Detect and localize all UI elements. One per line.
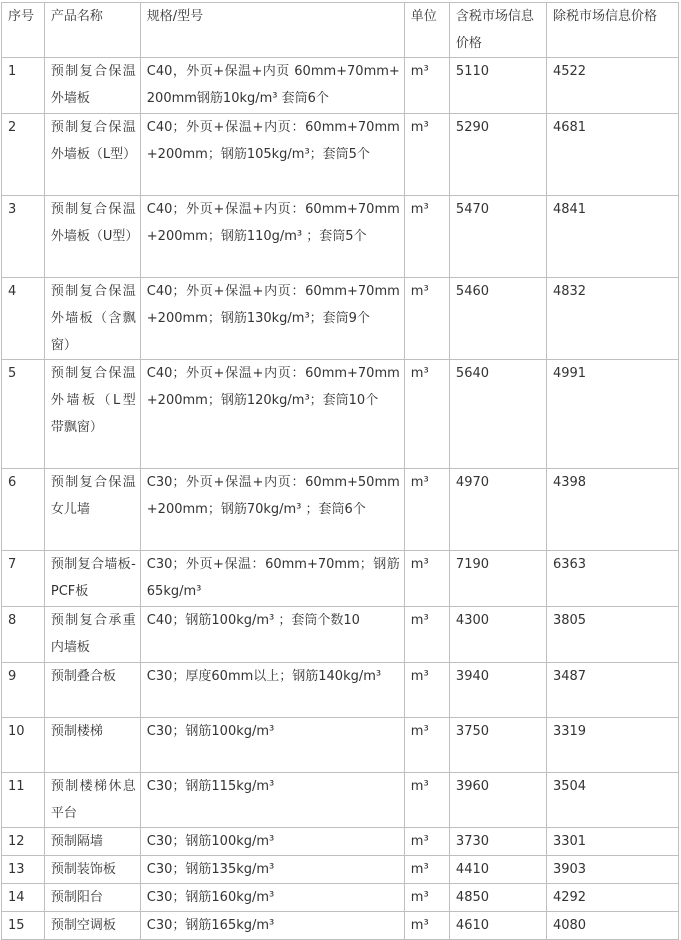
cell-specification: C40；外页+保温+内页：60mm+70mm+200mm；钢筋110g/m³ ；套筒5个 — [140, 196, 404, 278]
cell-specification: C40；外页+保温+内页：60mm+70mm+200mm；钢筋120kg/m³；套筒10个 — [140, 360, 404, 469]
price-table — [1, 2, 679, 940]
table-header-row — [2, 3, 679, 58]
cell-unit: m³ — [404, 360, 449, 469]
cell-product-name: 预制复合保温女儿墙 — [44, 469, 140, 551]
cell-unit: m³ — [404, 278, 449, 360]
cell-unit: m³ — [404, 884, 449, 912]
header-tax-inclusive-price: 含税市场信息价格 — [449, 3, 546, 58]
cell-tax-inclusive-price: 5110 — [449, 58, 546, 114]
table-row — [2, 607, 679, 663]
cell-serial-number: 4 — [2, 278, 45, 360]
cell-tax-inclusive-price: 5470 — [449, 196, 546, 278]
table-row — [2, 773, 679, 828]
cell-tax-inclusive-price: 4300 — [449, 607, 546, 663]
cell-tax-exclusive-price: 4522 — [546, 58, 678, 114]
cell-tax-exclusive-price: 4991 — [546, 360, 678, 469]
cell-tax-inclusive-price: 5460 — [449, 278, 546, 360]
cell-specification: C40，外页+保温+内页 60mm+70mm+200mm钢筋10kg/m³ 套筒6个 — [140, 58, 404, 114]
cell-unit: m³ — [404, 551, 449, 607]
cell-specification: C30；钢筋160kg/m³ — [140, 884, 404, 912]
cell-specification: C30；钢筋135kg/m³ — [140, 856, 404, 884]
cell-tax-inclusive-price: 4410 — [449, 856, 546, 884]
cell-product-name: 预制复合保温外墙板（U型） — [44, 196, 140, 278]
cell-product-name: 预制复合承重内墙板 — [44, 607, 140, 663]
cell-specification: C30；钢筋100kg/m³ — [140, 718, 404, 773]
table-row — [2, 196, 679, 278]
cell-serial-number: 9 — [2, 663, 45, 718]
cell-product-name: 预制楼梯 — [44, 718, 140, 773]
cell-unit: m³ — [404, 663, 449, 718]
cell-tax-inclusive-price: 3750 — [449, 718, 546, 773]
cell-unit: m³ — [404, 196, 449, 278]
table-row — [2, 551, 679, 607]
cell-product-name: 预制装饰板 — [44, 856, 140, 884]
cell-product-name: 预制空调板 — [44, 912, 140, 940]
cell-tax-exclusive-price: 3504 — [546, 773, 678, 828]
header-product-name: 产品名称 — [44, 3, 140, 58]
table-row — [2, 360, 679, 469]
cell-specification: C30；外页+保温：60mm+70mm；钢筋65kg/m³ — [140, 551, 404, 607]
table-row — [2, 469, 679, 551]
cell-serial-number: 11 — [2, 773, 45, 828]
cell-product-name: 预制叠合板 — [44, 663, 140, 718]
cell-unit: m³ — [404, 773, 449, 828]
cell-specification: C40；外页+保温+内页：60mm+70mm+200mm；钢筋105kg/m³；套筒5个 — [140, 114, 404, 196]
cell-unit: m³ — [404, 114, 449, 196]
table-row — [2, 856, 679, 884]
table-row — [2, 58, 679, 114]
cell-tax-inclusive-price: 5290 — [449, 114, 546, 196]
cell-specification: C40；外页+保温+内页：60mm+70mm+200mm；钢筋130kg/m³；套筒9个 — [140, 278, 404, 360]
cell-product-name: 预制阳台 — [44, 884, 140, 912]
cell-tax-inclusive-price: 3730 — [449, 828, 546, 856]
cell-product-name: 预制复合保温外墙板 — [44, 58, 140, 114]
cell-tax-exclusive-price: 3319 — [546, 718, 678, 773]
table-row — [2, 884, 679, 912]
cell-unit: m³ — [404, 469, 449, 551]
cell-specification: C40；钢筋100kg/m³ ；套筒个数10 — [140, 607, 404, 663]
cell-specification: C30；钢筋165kg/m³ — [140, 912, 404, 940]
cell-product-name: 预制复合保温外墙板（含飘窗） — [44, 278, 140, 360]
cell-tax-inclusive-price: 4850 — [449, 884, 546, 912]
cell-serial-number: 12 — [2, 828, 45, 856]
cell-unit: m³ — [404, 912, 449, 940]
table-row — [2, 663, 679, 718]
cell-tax-inclusive-price: 5640 — [449, 360, 546, 469]
cell-tax-inclusive-price: 3940 — [449, 663, 546, 718]
cell-specification: C30；厚度60mm以上；钢筋140kg/m³ — [140, 663, 404, 718]
cell-tax-exclusive-price: 4080 — [546, 912, 678, 940]
table-row — [2, 912, 679, 940]
table-body — [2, 58, 679, 940]
cell-serial-number: 5 — [2, 360, 45, 469]
cell-tax-exclusive-price: 3301 — [546, 828, 678, 856]
cell-tax-exclusive-price: 6363 — [546, 551, 678, 607]
cell-serial-number: 6 — [2, 469, 45, 551]
table-row — [2, 718, 679, 773]
header-serial-number: 序号 — [2, 3, 45, 58]
cell-unit: m³ — [404, 856, 449, 884]
cell-tax-inclusive-price: 4610 — [449, 912, 546, 940]
cell-product-name: 预制复合保温外墙板（L型带飘窗） — [44, 360, 140, 469]
header-tax-exclusive-price: 除税市场信息价格 — [546, 3, 678, 58]
cell-tax-exclusive-price: 4681 — [546, 114, 678, 196]
header-unit: 单位 — [404, 3, 449, 58]
cell-tax-inclusive-price: 4970 — [449, 469, 546, 551]
table-row — [2, 114, 679, 196]
cell-serial-number: 14 — [2, 884, 45, 912]
cell-tax-exclusive-price: 4292 — [546, 884, 678, 912]
cell-tax-exclusive-price: 4398 — [546, 469, 678, 551]
cell-tax-inclusive-price: 3960 — [449, 773, 546, 828]
cell-serial-number: 1 — [2, 58, 45, 114]
cell-tax-inclusive-price: 7190 — [449, 551, 546, 607]
cell-unit: m³ — [404, 58, 449, 114]
table-row — [2, 828, 679, 856]
table-row — [2, 278, 679, 360]
cell-specification: C30；外页+保温+内页：60mm+50mm+200mm；钢筋70kg/m³ ；套筒6个 — [140, 469, 404, 551]
cell-serial-number: 8 — [2, 607, 45, 663]
cell-product-name: 预制隔墙 — [44, 828, 140, 856]
cell-unit: m³ — [404, 607, 449, 663]
cell-serial-number: 3 — [2, 196, 45, 278]
cell-product-name: 预制楼梯休息平台 — [44, 773, 140, 828]
cell-serial-number: 7 — [2, 551, 45, 607]
cell-serial-number: 10 — [2, 718, 45, 773]
header-specification: 规格/型号 — [140, 3, 404, 58]
cell-tax-exclusive-price: 4841 — [546, 196, 678, 278]
cell-product-name: 预制复合保温外墙板（L型） — [44, 114, 140, 196]
cell-specification: C30；钢筋100kg/m³ — [140, 828, 404, 856]
cell-tax-exclusive-price: 3487 — [546, 663, 678, 718]
cell-unit: m³ — [404, 718, 449, 773]
cell-unit: m³ — [404, 828, 449, 856]
cell-tax-exclusive-price: 3903 — [546, 856, 678, 884]
cell-tax-exclusive-price: 4832 — [546, 278, 678, 360]
cell-serial-number: 2 — [2, 114, 45, 196]
cell-serial-number: 13 — [2, 856, 45, 884]
cell-product-name: 预制复合墙板-PCF板 — [44, 551, 140, 607]
cell-tax-exclusive-price: 3805 — [546, 607, 678, 663]
cell-serial-number: 15 — [2, 912, 45, 940]
cell-specification: C30；钢筋115kg/m³ — [140, 773, 404, 828]
